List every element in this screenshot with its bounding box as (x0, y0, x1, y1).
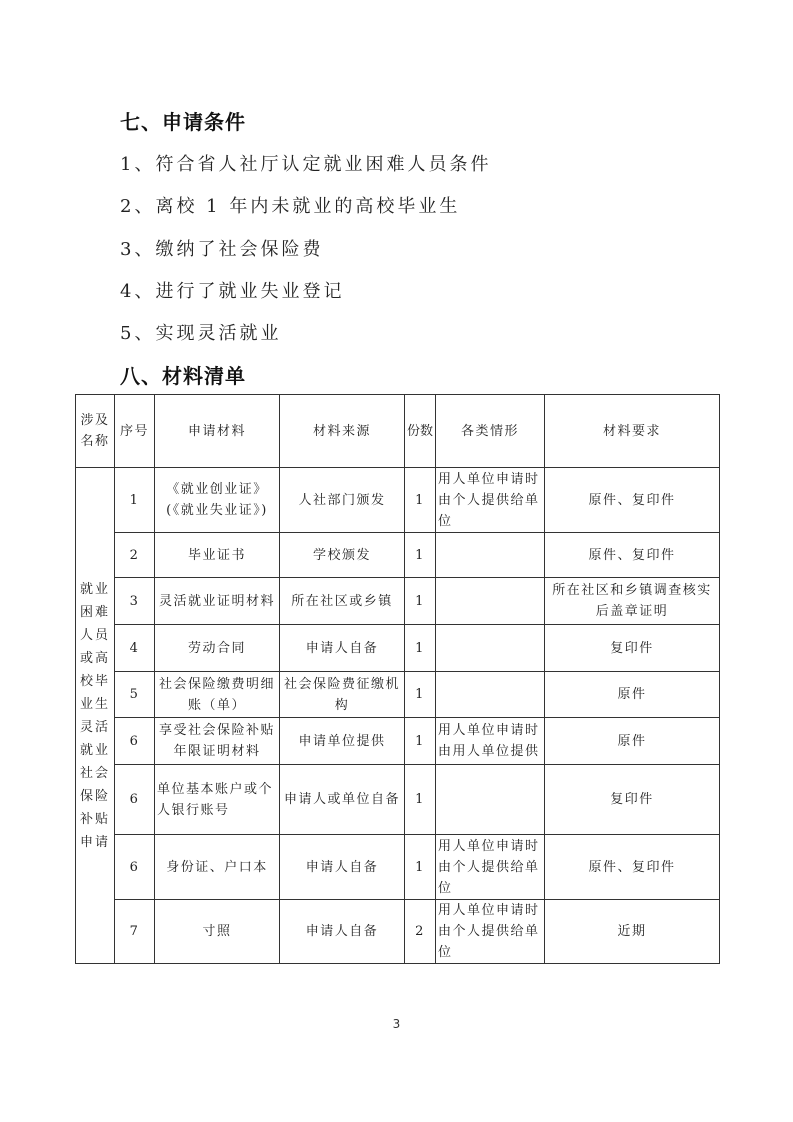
cell-situation (436, 625, 545, 672)
cell-requirement: 复印件 (545, 765, 720, 835)
cell-material: 劳动合同 (155, 625, 280, 672)
cell-copies: 1 (405, 835, 436, 900)
header-material: 申请材料 (155, 395, 280, 468)
cell-source: 人社部门颁发 (280, 468, 405, 533)
cell-material: 享受社会保险补贴年限证明材料 (155, 718, 280, 765)
cell-situation (436, 578, 545, 625)
cell-situation: 用人单位申请时由个人提供给单位 (436, 835, 545, 900)
section-8-title: 八、材料清单 (120, 364, 246, 388)
table-row (76, 835, 720, 900)
cell-source: 申请人自备 (280, 835, 405, 900)
cell-requirement: 原件、复印件 (545, 468, 720, 533)
cell-number: 1 (115, 468, 155, 533)
table-row (76, 718, 720, 765)
cell-number: 7 (115, 900, 155, 964)
cell-copies: 1 (405, 468, 436, 533)
cell-requirement: 所在社区和乡镇调查核实后盖章证明 (545, 578, 720, 625)
cell-situation (436, 765, 545, 835)
header-category: 涉及名称 (76, 395, 115, 468)
table-row (76, 533, 720, 578)
category-cell: 就业困难人员或高校毕业生灵活就业社会保险补贴申请 (76, 468, 115, 964)
cell-copies: 1 (405, 718, 436, 765)
section-7-title: 七、申请条件 (120, 110, 246, 134)
condition-item-3: 3、缴纳了社会保险费 (120, 239, 324, 260)
table-row (76, 765, 720, 835)
cell-requirement: 原件、复印件 (545, 835, 720, 900)
materials-table (75, 394, 720, 964)
cell-requirement: 原件 (545, 718, 720, 765)
cell-source: 所在社区或乡镇 (280, 578, 405, 625)
cell-situation (436, 533, 545, 578)
header-situation: 各类情形 (436, 395, 545, 468)
cell-copies: 1 (405, 672, 436, 718)
cell-copies: 1 (405, 578, 436, 625)
cell-requirement: 近期 (545, 900, 720, 964)
cell-situation (436, 672, 545, 718)
condition-item-1: 1、符合省人社厅认定就业困难人员条件 (120, 154, 492, 175)
table-row (76, 468, 720, 533)
cell-material: 《就业创业证》(《就业失业证》) (155, 468, 280, 533)
header-source: 材料来源 (280, 395, 405, 468)
cell-material: 社会保险缴费明细账（单） (155, 672, 280, 718)
cell-number: 6 (115, 718, 155, 765)
cell-situation: 用人单位申请时由个人提供给单位 (436, 468, 545, 533)
condition-item-5: 5、实现灵活就业 (120, 323, 282, 344)
table-row (76, 900, 720, 964)
page-number: 3 (392, 1017, 401, 1031)
cell-source: 申请人自备 (280, 625, 405, 672)
cell-source: 申请单位提供 (280, 718, 405, 765)
cell-source: 申请人或单位自备 (280, 765, 405, 835)
table-row (76, 672, 720, 718)
cell-source: 申请人自备 (280, 900, 405, 964)
condition-item-4: 4、进行了就业失业登记 (120, 281, 345, 302)
cell-copies: 1 (405, 533, 436, 578)
cell-material: 毕业证书 (155, 533, 280, 578)
cell-material: 身份证、户口本 (155, 835, 280, 900)
cell-source: 社会保险费征缴机构 (280, 672, 405, 718)
cell-number: 6 (115, 835, 155, 900)
cell-material: 灵活就业证明材料 (155, 578, 280, 625)
cell-source: 学校颁发 (280, 533, 405, 578)
cell-requirement: 复印件 (545, 625, 720, 672)
cell-requirement: 原件 (545, 672, 720, 718)
cell-number: 6 (115, 765, 155, 835)
cell-copies: 1 (405, 765, 436, 835)
cell-situation: 用人单位申请时由个人提供给单位 (436, 900, 545, 964)
cell-number: 3 (115, 578, 155, 625)
header-copies: 份数 (405, 395, 436, 468)
condition-item-2: 2、离校 1 年内未就业的高校毕业生 (120, 196, 461, 217)
header-number: 序号 (115, 395, 155, 468)
cell-requirement: 原件、复印件 (545, 533, 720, 578)
cell-copies: 1 (405, 625, 436, 672)
cell-situation: 用人单位申请时由用人单位提供 (436, 718, 545, 765)
table-row (76, 578, 720, 625)
cell-number: 4 (115, 625, 155, 672)
table-header-row (76, 395, 720, 468)
cell-material: 单位基本账户或个人银行账号 (155, 765, 280, 835)
cell-number: 5 (115, 672, 155, 718)
cell-number: 2 (115, 533, 155, 578)
cell-copies: 2 (405, 900, 436, 964)
header-requirement: 材料要求 (545, 395, 720, 468)
table-row (76, 625, 720, 672)
cell-material: 寸照 (155, 900, 280, 964)
